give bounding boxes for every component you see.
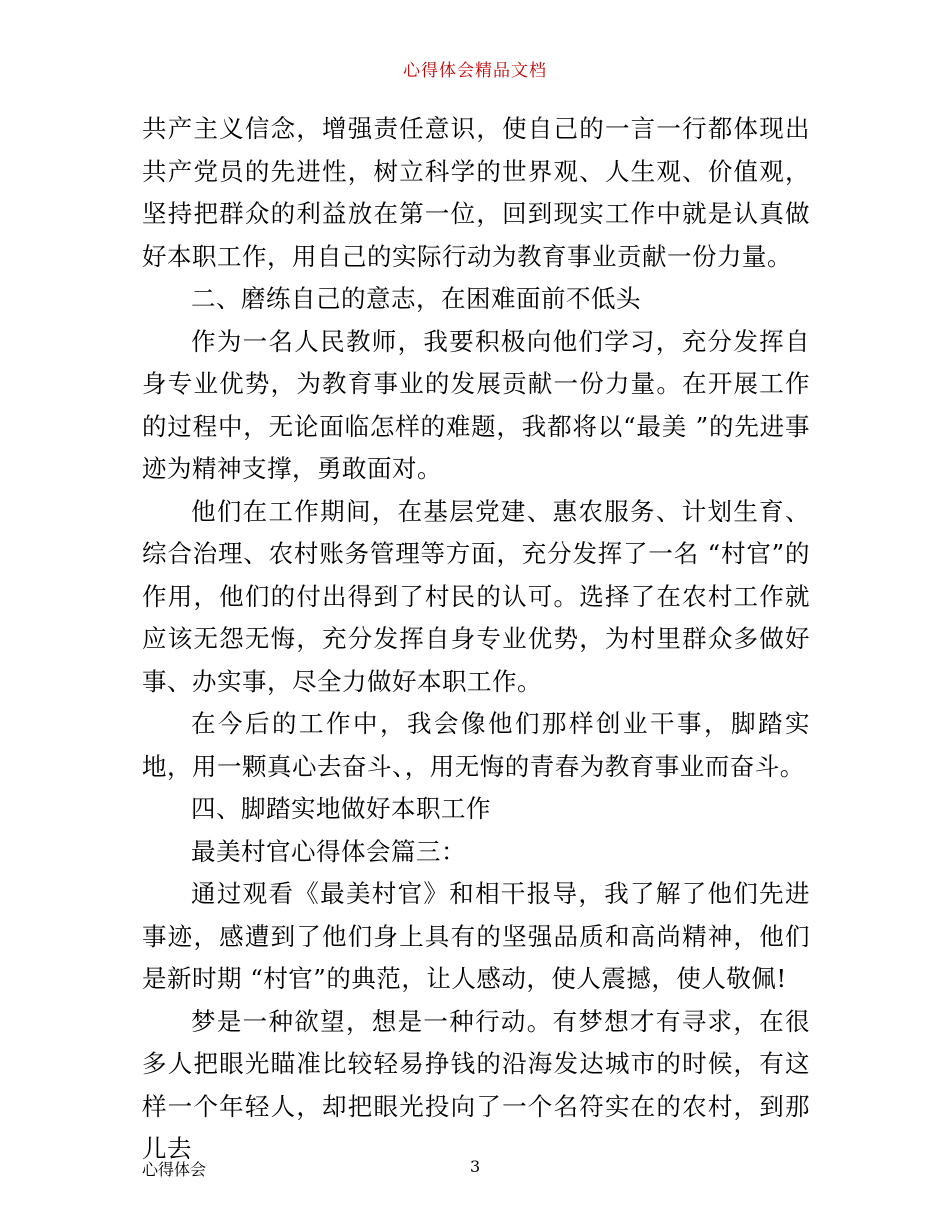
paragraph: 梦是一种欲望，想是一种行动。有梦想才有寻求，在很多人把眼光瞄准比较轻易挣钱的沿海发达城市的时候，有这样一个年轻人，却把眼光投向了一个名符实在的农村，到那儿去 — [142, 1006, 810, 1163]
paragraph: 作为一名人民教师，我要积极向他们学习，充分发挥自身专业优势，为教育事业的发展贡献一份力量。在开展工作的过程中，无论面临怎样的难题，我都将以“最美 ”的先进事迹为精神支撑，勇敢面对。 — [142, 326, 810, 483]
footer-label: 心得体会 — [142, 1160, 207, 1179]
section-heading-2: 二、磨练自己的意志，在困难面前不低头 — [191, 284, 641, 313]
paragraph: 在今后的工作中，我会像他们那样创业干事，脚踏实地，用一颗真心去奋斗、，用无悔的青春为教育事业而奋斗。 — [142, 709, 810, 781]
chapter-heading: 最美村官心得体会篇三： — [191, 836, 466, 866]
page-number: 3 — [470, 1157, 481, 1176]
document-body — [142, 108, 810, 1171]
page-header: 心得体会精品文档 — [403, 61, 547, 81]
paragraph-continuation: 共产主义信念，增强责任意识，使自己的一言一行都体现出共产党员的先进性，树立科学的世界观、人生观、价值观，坚持把群众的利益放在第一位，回到现实工作中就是认真做好本职工作，用自己的实际行动为教育事业贡献一份力量。 — [142, 114, 810, 271]
section-heading-4: 四、脚踏实地做好本职工作 — [191, 794, 491, 823]
paragraph: 他们在工作期间，在基层党建、惠农服务、计划生育、综合治理、农村账务管理等方面，充分发挥了一名 “村官”的作用，他们的付出得到了村民的认可。选择了在农村工作就应该无怨无悔，充分发挥自身专业优势，为村里群众多做好事、办实事，尽全力做好本职工作。 — [142, 496, 810, 696]
paragraph: 通过观看《最美村官》和相干报导，我了解了他们先进事迹，感遭到了他们身上具有的坚强品质和高尚精神，他们是新时期 “村官”的典范，让人感动，使人震撼，使人敬佩! — [142, 879, 810, 993]
